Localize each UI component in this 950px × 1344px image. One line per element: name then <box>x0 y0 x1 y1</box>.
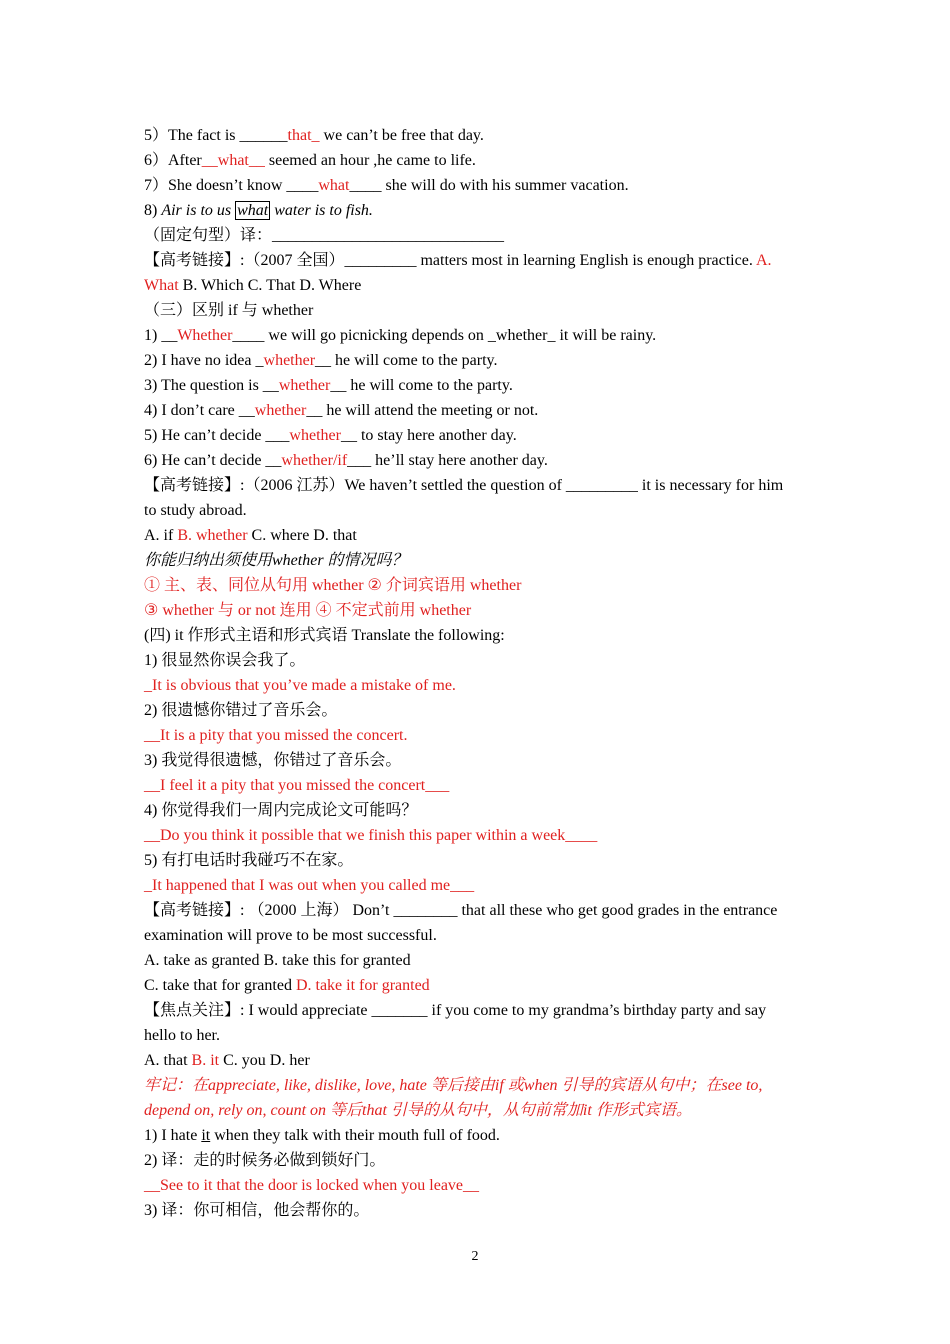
question-text: __ he will attend the meeting or not. <box>306 402 539 419</box>
answer-text: 牢记：在appreciate, like, dislike, love, hate 等后接由if 或when 引导的宾语从句中；在see to, <box>144 1077 763 1094</box>
question-text: __ he will come to the party. <box>330 377 513 394</box>
answer-text: A. <box>755 252 772 269</box>
question-text: 6) He can’t decide __ <box>144 452 282 469</box>
question-text: 4) I don’t care __ <box>144 402 255 419</box>
text-line-l03 <box>144 176 629 196</box>
answer-text: __It is a pity that you missed the concert. <box>144 727 408 744</box>
text-line-l43 <box>144 1176 479 1196</box>
text-line-l41 <box>144 1126 500 1146</box>
text-line-l33 <box>144 926 437 946</box>
question-text: 5) 有打电话时我碰巧不在家。 <box>144 852 354 869</box>
answer-text: D. take it for granted <box>295 977 430 994</box>
answer-text: that_ <box>287 127 320 144</box>
answer-text: whether <box>289 427 341 444</box>
question-text: __ he will come to the party. <box>315 352 498 369</box>
text-line-l06 <box>144 251 772 271</box>
question-text: 6）After <box>144 152 202 169</box>
question-text: C. you D. her <box>219 1052 310 1069</box>
text-line-l11 <box>144 376 513 396</box>
text-line-l21 <box>144 626 505 646</box>
question-text: B. Which C. That D. Where <box>178 277 362 294</box>
question-text: ___ he’ll stay here another day. <box>347 452 548 469</box>
text-line-l02 <box>144 151 476 171</box>
question-text: 【高考链接】:（2006 江苏）We haven’t settled the question of _________ it is necessary for him <box>144 477 784 494</box>
answer-text: __See to it that the door is locked when you leave__ <box>144 1177 480 1194</box>
text-line-l31 <box>144 876 474 896</box>
question-text: 1) 很显然你误会我了。 <box>144 652 306 669</box>
answer-text: whether <box>278 377 331 394</box>
question-text: 5) He can’t decide ___ <box>144 427 290 444</box>
text-line-l17 <box>144 526 357 546</box>
question-text: A. take as granted B. take this for granted <box>144 952 411 969</box>
question-text: Air is to us <box>161 202 236 219</box>
answer-text: whether/if <box>281 452 348 469</box>
answer-text: _It happened that I was out when you called me___ <box>144 877 475 894</box>
text-line-l16 <box>144 501 247 521</box>
text-line-l40 <box>144 1101 692 1121</box>
text-line-l36 <box>144 1001 766 1021</box>
question-text: （固定句型）译：_____________________________ <box>144 227 505 244</box>
answer-text: __Do you think it possible that we finish this paper within a week____ <box>144 827 598 844</box>
question-text: C. where D. that <box>247 527 357 544</box>
answer-text: depend on, rely on, count on 等后that 引导的从句中，从句前常加it 作形式宾语。 <box>144 1102 692 1119</box>
page-number: 2 <box>471 1249 479 1264</box>
answer-text: whether <box>254 402 307 419</box>
question-text: 3) The question is __ <box>144 377 279 394</box>
answer-text: _It is obvious that you’ve made a mistake of me. <box>144 677 456 694</box>
text-line-l07 <box>144 276 361 296</box>
text-line-l38 <box>144 1051 310 1071</box>
text-line-l42 <box>144 1151 385 1171</box>
question-text: it <box>201 1127 211 1144</box>
question-text: 【焦点关注】: I would appreciate _______ if you come to my grandma’s birthday party and say <box>144 1002 767 1019</box>
text-line-l20 <box>144 601 471 621</box>
question-text: to study abroad. <box>144 502 247 519</box>
text-line-l12 <box>144 401 538 421</box>
question-text: we can’t be free that day. <box>319 127 484 144</box>
text-line-l28 <box>144 801 417 821</box>
question-text: 1) __ <box>144 327 178 344</box>
question-text: 2) I have no idea _ <box>144 352 264 369</box>
answer-text: ① 主、表、同位从句用 whether ② 介词宾语用 whether <box>144 577 522 594</box>
question-text: 你能归纳出须使用whether 的情况吗？ <box>144 552 408 569</box>
text-line-l13 <box>144 426 517 446</box>
answer-text: ③ whether 与 or not 连用 ④ 不定式前用 whether <box>144 602 472 619</box>
question-text: 1) I hate <box>144 1127 202 1144</box>
question-text: 5）The fact is ______ <box>144 127 288 144</box>
text-line-l15 <box>144 476 783 496</box>
text-line-l04 <box>144 201 373 221</box>
question-text: hello to her. <box>144 1027 220 1044</box>
question-text: what <box>237 202 269 219</box>
question-text: 【高考链接】: （2000 上海） Don’t ________ that all these who get good grades in the entrance <box>144 902 778 919</box>
question-text: A. that <box>144 1052 192 1069</box>
text-line-l26 <box>144 751 401 771</box>
question-text: 2) 译：走的时候务必做到锁好门。 <box>144 1152 386 1169</box>
text-line-l10 <box>144 351 498 371</box>
question-text: 7）She doesn’t know ____ <box>144 177 319 194</box>
text-line-l27 <box>144 776 449 796</box>
question-text: A. if <box>144 527 178 544</box>
text-line-l29 <box>144 826 597 846</box>
question-text: when they talk with their mouth full of food. <box>210 1127 500 1144</box>
text-line-l35 <box>144 976 430 996</box>
question-text: 【高考链接】:（2007 全国）_________ matters most in learning English is enough practice. <box>144 252 756 269</box>
text-line-l01 <box>144 126 484 146</box>
question-text: ____ she will do with his summer vacation. <box>349 177 629 194</box>
question-text: （三）区别 if 与 whether <box>144 302 314 319</box>
question-text: seemed an hour ,he came to life. <box>264 152 476 169</box>
answer-text: __I feel it a pity that you missed the concert___ <box>144 777 450 794</box>
text-line-l44 <box>144 1201 369 1221</box>
question-text: ____ we will go picnicking depends on _whether_ it will be rainy. <box>232 327 657 344</box>
text-line-l23 <box>144 676 456 696</box>
text-line-l25 <box>144 726 408 746</box>
text-line-l30 <box>144 851 353 871</box>
question-text: water is to fish. <box>270 202 373 219</box>
answer-text: What <box>144 277 179 294</box>
answer-text: whether <box>263 352 316 369</box>
answer-text: B. it <box>191 1052 220 1069</box>
question-text: __ to stay here another day. <box>340 427 517 444</box>
question-text: C. take that for granted <box>144 977 296 994</box>
text-line-l05 <box>144 226 504 246</box>
text-line-l24 <box>144 701 337 721</box>
answer-text: Whether <box>177 327 233 344</box>
text-line-l32 <box>144 901 777 921</box>
question-text: (四) it 作形式主语和形式宾语 Translate the following: <box>144 627 505 644</box>
text-line-l14 <box>144 451 548 471</box>
text-line-l22 <box>144 651 305 671</box>
text-line-l09 <box>144 326 656 346</box>
text-line-l37 <box>144 1026 220 1046</box>
text-line-l18 <box>144 551 408 571</box>
question-text: 2) 很遗憾你错过了音乐会。 <box>144 702 338 719</box>
answer-text: B. whether <box>177 527 248 544</box>
answer-text: __what__ <box>201 152 265 169</box>
text-line-l34 <box>144 951 411 971</box>
question-text: 3) 译：你可相信，他会帮你的。 <box>144 1202 370 1219</box>
question-text: examination will prove to be most successful. <box>144 927 437 944</box>
text-line-l19 <box>144 576 521 596</box>
answer-text: what <box>318 177 350 194</box>
question-text: 4) 你觉得我们一周内完成论文可能吗？ <box>144 802 418 819</box>
question-text: 8) <box>144 202 162 219</box>
question-text: 3) 我觉得很遗憾，你错过了音乐会。 <box>144 752 402 769</box>
text-line-l39 <box>144 1076 762 1096</box>
text-line-l08 <box>144 301 313 321</box>
